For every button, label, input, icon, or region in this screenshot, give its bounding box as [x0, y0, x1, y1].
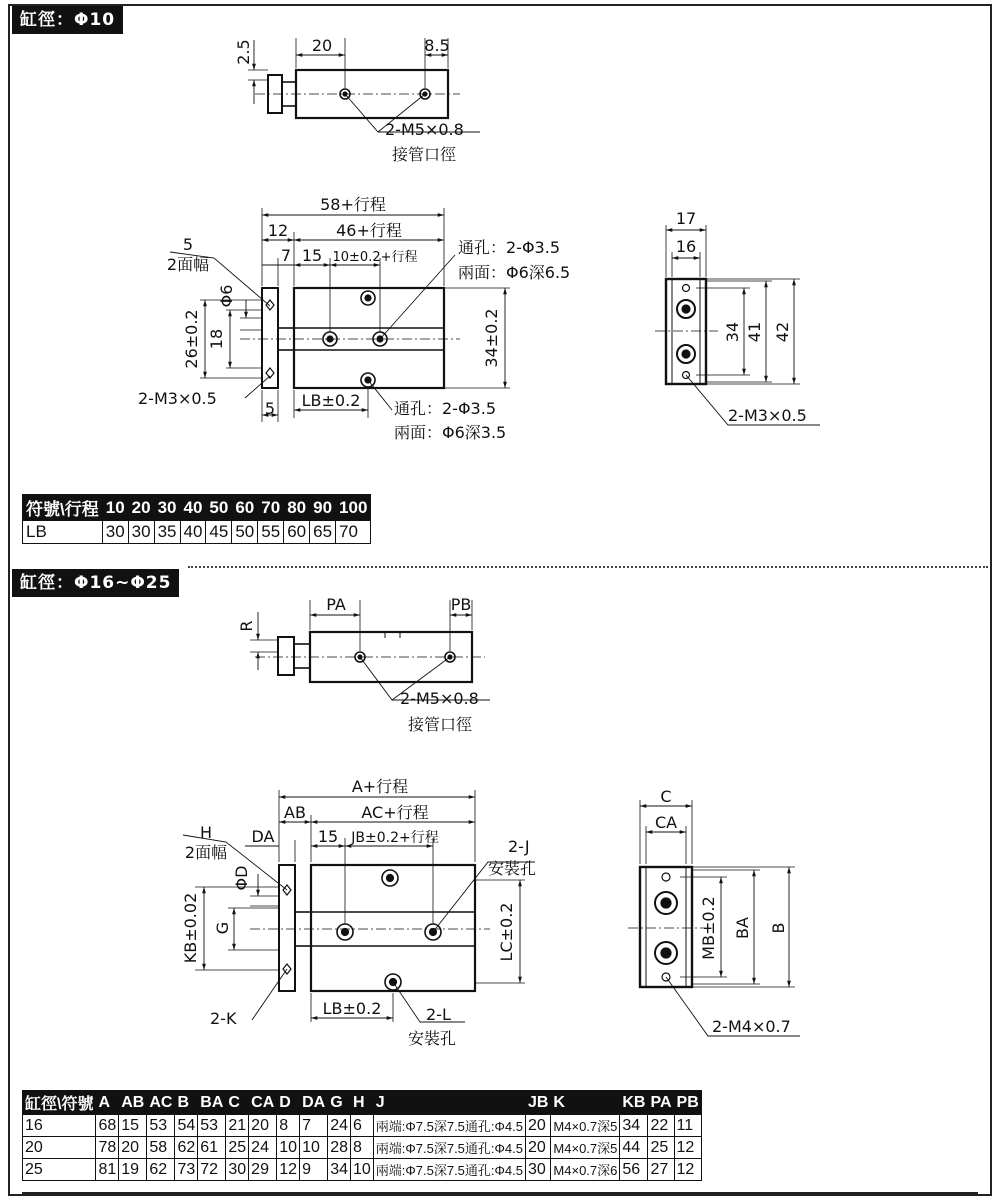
section2-title: 缸徑：Φ16~Φ25	[12, 569, 179, 597]
table-cell: 8	[350, 1137, 373, 1159]
s1-top-port: 2-M5×0.8	[385, 120, 464, 139]
s2-front-lc: LC±0.2	[497, 902, 516, 962]
table-header-cell: H	[350, 1091, 373, 1115]
table-header-cell: 20	[128, 495, 154, 521]
table-header-cell: D	[277, 1091, 300, 1115]
table-cell: 50	[232, 521, 258, 544]
s1-front-lb: LB±0.2	[301, 391, 361, 410]
table-cell: 7	[300, 1115, 328, 1137]
table-header-cell: BA	[198, 1091, 226, 1115]
table-header-cell: CA	[249, 1091, 277, 1115]
s1-front-phi6: Φ6	[217, 284, 236, 308]
table-header-cell: C	[226, 1091, 249, 1115]
table-cell: 11	[674, 1115, 701, 1137]
s2-side-b: B	[769, 922, 788, 934]
table-header-cell: 40	[180, 495, 206, 521]
s1-side-d17: 17	[675, 209, 697, 228]
table-cell: 35	[154, 521, 180, 544]
s2-side-m4: 2-M4×0.7	[712, 1017, 791, 1036]
s1-front-d10: 10±0.2+行程	[332, 250, 418, 265]
s2-front-k: 2-K	[210, 1009, 237, 1028]
s2-top-port-note: 接管口徑	[408, 715, 473, 734]
s2-front-kb: KB±0.02	[181, 892, 200, 964]
table-cell: 56	[620, 1159, 648, 1181]
table-header-cell: 30	[154, 495, 180, 521]
s2-top-pa: PA	[326, 595, 346, 614]
table-row	[23, 521, 371, 544]
table-cell: 9	[300, 1159, 328, 1181]
table-header-cell: 100	[336, 495, 371, 521]
s2-front-j: 2-J	[508, 837, 530, 856]
table-cell: 30	[525, 1159, 550, 1181]
table-cell: 10	[300, 1137, 328, 1159]
s2-front-view	[183, 790, 535, 1022]
table-cell: 25	[226, 1137, 249, 1159]
s1-front-counterbore: 兩面：Φ6深6.5	[458, 263, 571, 282]
table-cell: LB	[23, 521, 103, 544]
table-row	[23, 1137, 702, 1159]
s1-side-d42: 42	[773, 321, 792, 343]
table-cell: 55	[258, 521, 284, 544]
table-cell: 兩端:Φ7.5深7.5通孔:Φ4.5	[373, 1137, 525, 1159]
s1-front-hole2: 通孔：2-Φ3.5	[394, 399, 496, 418]
table-header-cell: 10	[102, 495, 128, 521]
table-cell: 62	[175, 1137, 198, 1159]
section1-title: 缸徑：Φ10	[12, 6, 123, 34]
s2-side-mb: MB±0.2	[699, 896, 718, 960]
s1-top-dim-a: 2.5	[234, 39, 253, 65]
table-cell: M4×0.7深6	[551, 1159, 620, 1181]
s1-side-d16: 16	[675, 237, 697, 256]
table-header-cell: JB	[525, 1091, 550, 1115]
s2-top-port: 2-M5×0.8	[400, 689, 479, 708]
table-cell: 24	[328, 1115, 351, 1137]
table-header-cell: 50	[206, 495, 232, 521]
table-cell: 65	[310, 521, 336, 544]
s2-top-view	[250, 600, 490, 700]
table-cell: 27	[648, 1159, 674, 1181]
table-cell: 25	[23, 1159, 96, 1181]
table-cell: 兩端:Φ7.5深7.5通孔:Φ4.5	[373, 1159, 525, 1181]
table-header-cell: A	[96, 1091, 119, 1115]
table-header-cell: 60	[232, 495, 258, 521]
table-cell: 6	[350, 1115, 373, 1137]
table-row	[23, 1159, 702, 1181]
table-cell: 54	[175, 1115, 198, 1137]
table-cell: 10	[350, 1159, 373, 1181]
s2-side-ba: BA	[733, 917, 752, 939]
s2-front-ac: AC+行程	[361, 803, 429, 822]
table-cell: 29	[249, 1159, 277, 1181]
table-cell: 62	[147, 1159, 175, 1181]
table-cell: 53	[147, 1115, 175, 1137]
table-row	[23, 1115, 702, 1137]
table-header-cell: K	[551, 1091, 620, 1115]
table-header-cell: G	[328, 1091, 351, 1115]
table-cell: 10	[277, 1137, 300, 1159]
table-cell: 20	[525, 1115, 550, 1137]
table-cell: 20	[23, 1137, 96, 1159]
table-cell: 78	[96, 1137, 119, 1159]
table-header-cell: 90	[310, 495, 336, 521]
bottom-rule	[22, 1192, 978, 1195]
table-cell: 兩端:Φ7.5深7.5通孔:Φ4.5	[373, 1115, 525, 1137]
s2-front-a: A+行程	[351, 777, 409, 796]
s2-front-j-label: 安裝孔	[488, 859, 537, 878]
s2-front-g: G	[213, 921, 232, 935]
table-header-cell: B	[175, 1091, 198, 1115]
table-cell: 30	[226, 1159, 249, 1181]
table-cell: 30	[102, 521, 128, 544]
s2-front-h: H	[199, 823, 213, 842]
table-header-cell: KB	[620, 1091, 648, 1115]
s1-top-dim-b: 20	[311, 36, 333, 55]
s2-front-d15: 15	[317, 827, 339, 846]
s1-side-d34: 34	[723, 321, 742, 343]
table-cell: 53	[198, 1115, 226, 1137]
s2-front-jb: JB±0.2+行程	[351, 830, 439, 846]
s1-front-d12: 12	[267, 221, 289, 240]
s2-front-lb: LB±0.2	[322, 999, 382, 1018]
table-cell: M4×0.7深5	[551, 1115, 620, 1137]
table-cell: 70	[336, 521, 371, 544]
table-header-cell: J	[373, 1091, 525, 1115]
s2-front-l: 2-L	[426, 1005, 451, 1024]
table-header-cell: PA	[648, 1091, 674, 1115]
table-header-cell: 符號\行程	[23, 495, 103, 521]
table-header-cell: AC	[147, 1091, 175, 1115]
stroke-lb-table	[22, 494, 371, 544]
table-header-cell: 70	[258, 495, 284, 521]
table-cell: 22	[648, 1115, 674, 1137]
s1-side-d41: 41	[745, 321, 764, 343]
s2-front-l-label: 安裝孔	[408, 1029, 457, 1048]
s2-front-h-label: 2面幅	[184, 843, 228, 862]
table-header-cell: AB	[119, 1091, 147, 1115]
table-cell: 16	[23, 1115, 96, 1137]
table-cell: 61	[198, 1137, 226, 1159]
table-cell: 30	[128, 521, 154, 544]
s2-front-phid: ΦD	[232, 865, 251, 891]
table-header-cell: PB	[674, 1091, 701, 1115]
table-cell: 68	[96, 1115, 119, 1137]
table-cell: 72	[198, 1159, 226, 1181]
table-header-cell: 缸徑\符號	[23, 1091, 96, 1115]
s1-front-d7: 7	[280, 246, 292, 265]
table-cell: 81	[96, 1159, 119, 1181]
s1-front-d26: 26±0.2	[182, 309, 201, 369]
table-cell: 8	[277, 1115, 300, 1137]
s1-front-d18: 18	[207, 328, 226, 350]
s1-top-port-note: 接管口徑	[392, 145, 457, 164]
s1-front-flat-num: 5	[182, 235, 194, 254]
s1-front-flat-label: 2面幅	[166, 255, 210, 274]
s2-side-c: C	[660, 787, 672, 806]
table-cell: 60	[284, 521, 310, 544]
s1-front-m3: 2-M3×0.5	[138, 389, 217, 408]
table-cell: 73	[175, 1159, 198, 1181]
table-cell: 28	[328, 1137, 351, 1159]
table-header-cell: 80	[284, 495, 310, 521]
table-cell: 19	[119, 1159, 147, 1181]
table-cell: 25	[648, 1137, 674, 1159]
table-cell: M4×0.7深5	[551, 1137, 620, 1159]
bore-dimension-table	[22, 1090, 702, 1181]
table-cell: 44	[620, 1137, 648, 1159]
s1-side-m3: 2-M3×0.5	[728, 406, 807, 425]
s1-front-overall: 58+行程	[320, 195, 386, 214]
s2-top-pb: PB	[450, 595, 472, 614]
s2-top-r: R	[237, 620, 256, 632]
table-cell: 12	[277, 1159, 300, 1181]
table-cell: 34	[328, 1159, 351, 1181]
table-cell: 20	[249, 1115, 277, 1137]
s2-front-da: DA	[251, 827, 275, 846]
s1-front-through-hole: 通孔：2-Φ3.5	[458, 238, 560, 257]
table-cell: 21	[226, 1115, 249, 1137]
table-cell: 58	[147, 1137, 175, 1159]
s1-front-d5: 5	[264, 399, 276, 418]
s2-side-ca: CA	[654, 813, 678, 832]
s1-front-d34: 34±0.2	[482, 308, 501, 368]
table-cell: 20	[525, 1137, 550, 1159]
s1-front-cb2: 兩面：Φ6深3.5	[394, 423, 507, 442]
s1-front-d15: 15	[301, 246, 323, 265]
table-cell: 40	[180, 521, 206, 544]
table-cell: 12	[674, 1159, 701, 1181]
table-cell: 20	[119, 1137, 147, 1159]
table-cell: 34	[620, 1115, 648, 1137]
s2-front-ab: AB	[284, 803, 306, 822]
s1-front-d46: 46+行程	[336, 221, 402, 240]
table-cell: 12	[674, 1137, 701, 1159]
table-header-cell: DA	[300, 1091, 328, 1115]
table-cell: 24	[249, 1137, 277, 1159]
s1-top-dim-c: 8.5	[424, 36, 450, 55]
table-cell: 15	[119, 1115, 147, 1137]
table-cell: 45	[206, 521, 232, 544]
